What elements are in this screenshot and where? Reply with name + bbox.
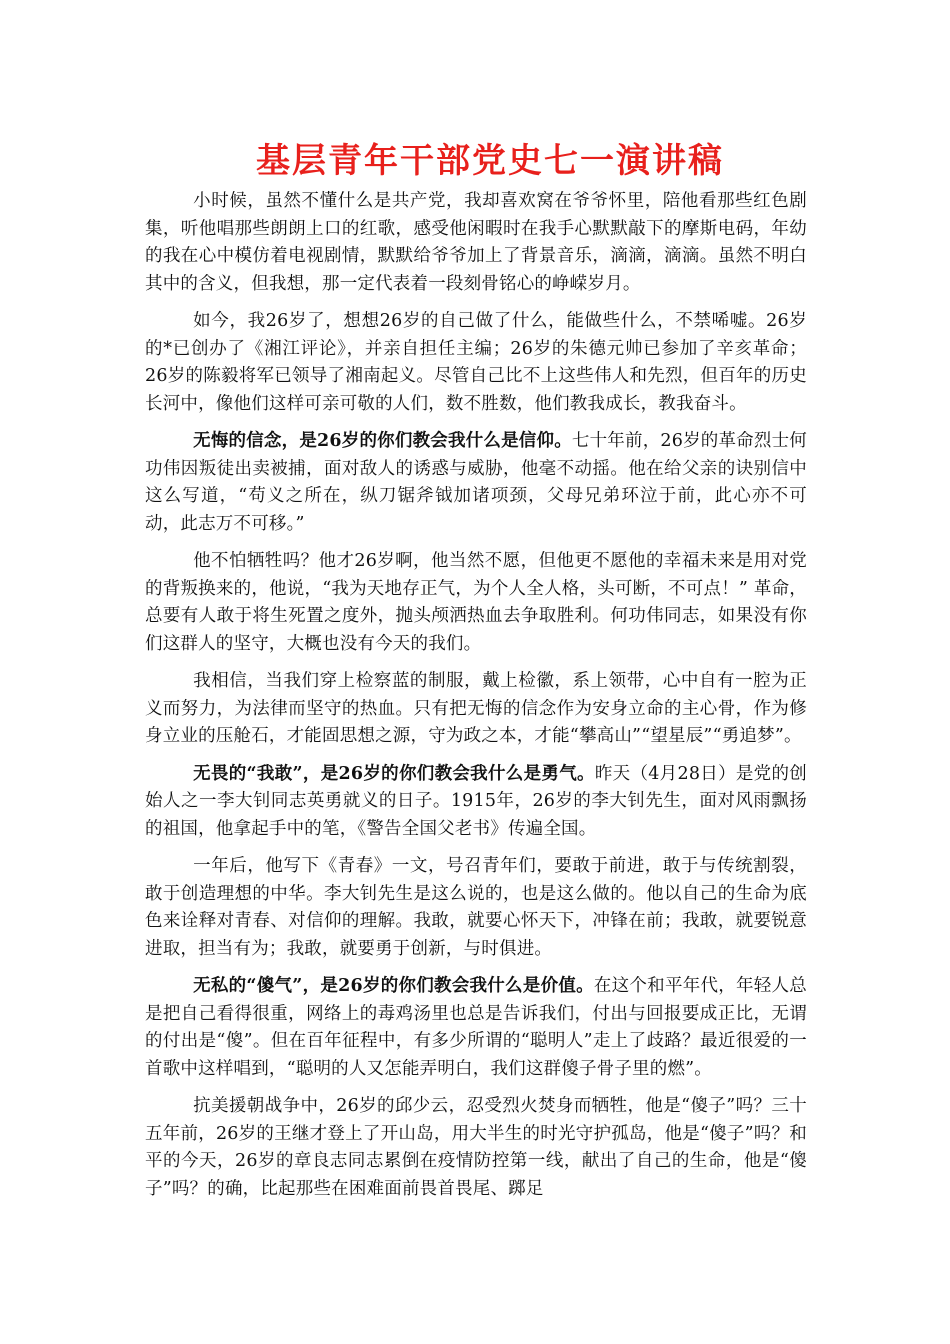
paragraph-lead: 无悔的信念，是26岁的你们教会我什么是信仰。 [193,431,572,451]
paragraph-1 [145,188,807,298]
paragraph-text: 我相信，当我们穿上检察蓝的制服，戴上检徽，系上领带，心中自有一腔为正义而努力，为法律而坚守的热血。只有把无悔的信念作为安身立命的主心骨，作为修身立业的压舱石，才能固思想之源，守为政之本，才能“攀高山”“望星辰”“勇追梦”。 [145,671,807,746]
paragraph-text: 如今，我26岁了，想想26岁的自己做了什么，能做些什么，不禁唏嘘。26岁的*已创办了《湘江评论》，并亲自担任主编；26岁的朱德元帅已参加了辛亥革命；26岁的陈毅将军已领导了湘南起义。尽管自己比不上这些伟人和先烈，但百年的历史长河中，像他们这样可亲可敬的人们，数不胜数，他们教我成长，教我奋斗。 [145,311,807,414]
paragraph-9 [145,1093,807,1203]
paragraph-lead: 无畏的“我敢”，是26岁的你们教会我什么是勇气。 [193,763,595,784]
paragraph-4 [145,548,807,658]
paragraph-lead: 无私的“傻气”，是26岁的你们教会我什么是价值。 [193,976,594,996]
paragraph-5 [145,668,807,751]
paragraph-2 [145,308,807,418]
paragraph-7 [145,853,807,963]
paragraph-text: 在这个和平年代，年轻人总是把自己看得很重，网络上的毒鸡汤里也总是告诉我们，付出与回报要成正比，无谓的付出是“傻”。但在百年征程中，有多少所谓的“聪明人”走上了歧路？最近很爱的一首歌中这样唱到，“聪明的人又怎能弄明白，我们这群傻子骨子里的燃”。 [145,976,807,1079]
paragraph-6 [145,761,807,844]
paragraph-text: 一年后，他写下《青春》一文，号召青年们，要敢于前进，敢于与传统割裂，敢于创造理想的中华。李大钊先生是这么说的，也是这么做的。他以自己的生命为底色来诠释对青春、对信仰的理解。我敢，就要心怀天下，冲锋在前；我敢，就要锐意进取，担当有为；我敢，就要勇于创新，与时俱进。 [145,856,807,959]
page-title: 基层青年干部党史七一演讲稿 [256,141,724,181]
paragraph-text: 昨天（4月28日）是党的创始人之一李大钊同志英勇就义的日子。1915年，26岁的李大钊先生，面对风雨飘扬的祖国，他拿起手中的笔，《警告全国父老书》传遍全国。 [145,763,807,839]
paragraph-text: 他不怕牺牲吗？他才26岁啊，他当然不愿，但他更不愿他的幸福未来是用对党的背叛换来的，他说，“我为天地存正气，为个人全人格，头可断，不可点！” 革命，总要有人敢于将生死置之度外，抛头颅洒热血去争取胜利。何功伟同志，如果没有你们这群人的坚守，大概也没有今天的我们。 [145,551,807,654]
paragraph-text: 抗美援朝战争中，26岁的邱少云，忍受烈火焚身而牺牲，他是“傻子”吗？三十五年前，26岁的王继才登上了开山岛，用大半生的时光守护孤岛，他是“傻子”吗？和平的今天，26岁的章良志同志累倒在疫情防控第一线，献出了自己的生命，他是“傻子”吗？的确，比起那些在困难面前畏首畏尾、踯足 [145,1096,807,1199]
paragraph-8 [145,973,807,1083]
paragraph-3 [145,428,807,538]
paragraph-text: 小时候，虽然不懂什么是共产党，我却喜欢窝在爷爷怀里，陪他看那些红色剧集，听他唱那些朗朗上口的红歌，感受他闲暇时在我手心默默敲下的摩斯电码，年幼的我在心中模仿着电视剧情，默默给爷爷加上了背景音乐，滴滴，滴滴。虽然不明白其中的含义，但我想，那一定代表着一段刻骨铭心的峥嵘岁月。 [145,191,807,294]
document-body [145,188,807,1213]
paragraph-text: 七十年前，26岁的革命烈士何功伟因叛徒出卖被捕，面对敌人的诱惑与威胁，他毫不动摇。他在给父亲的诀别信中这么写道，“苟义之所在，纵刀锯斧钺加诸项颈，父母兄弟环泣于前，此心亦不可动，此志万不可移。” [145,431,807,534]
